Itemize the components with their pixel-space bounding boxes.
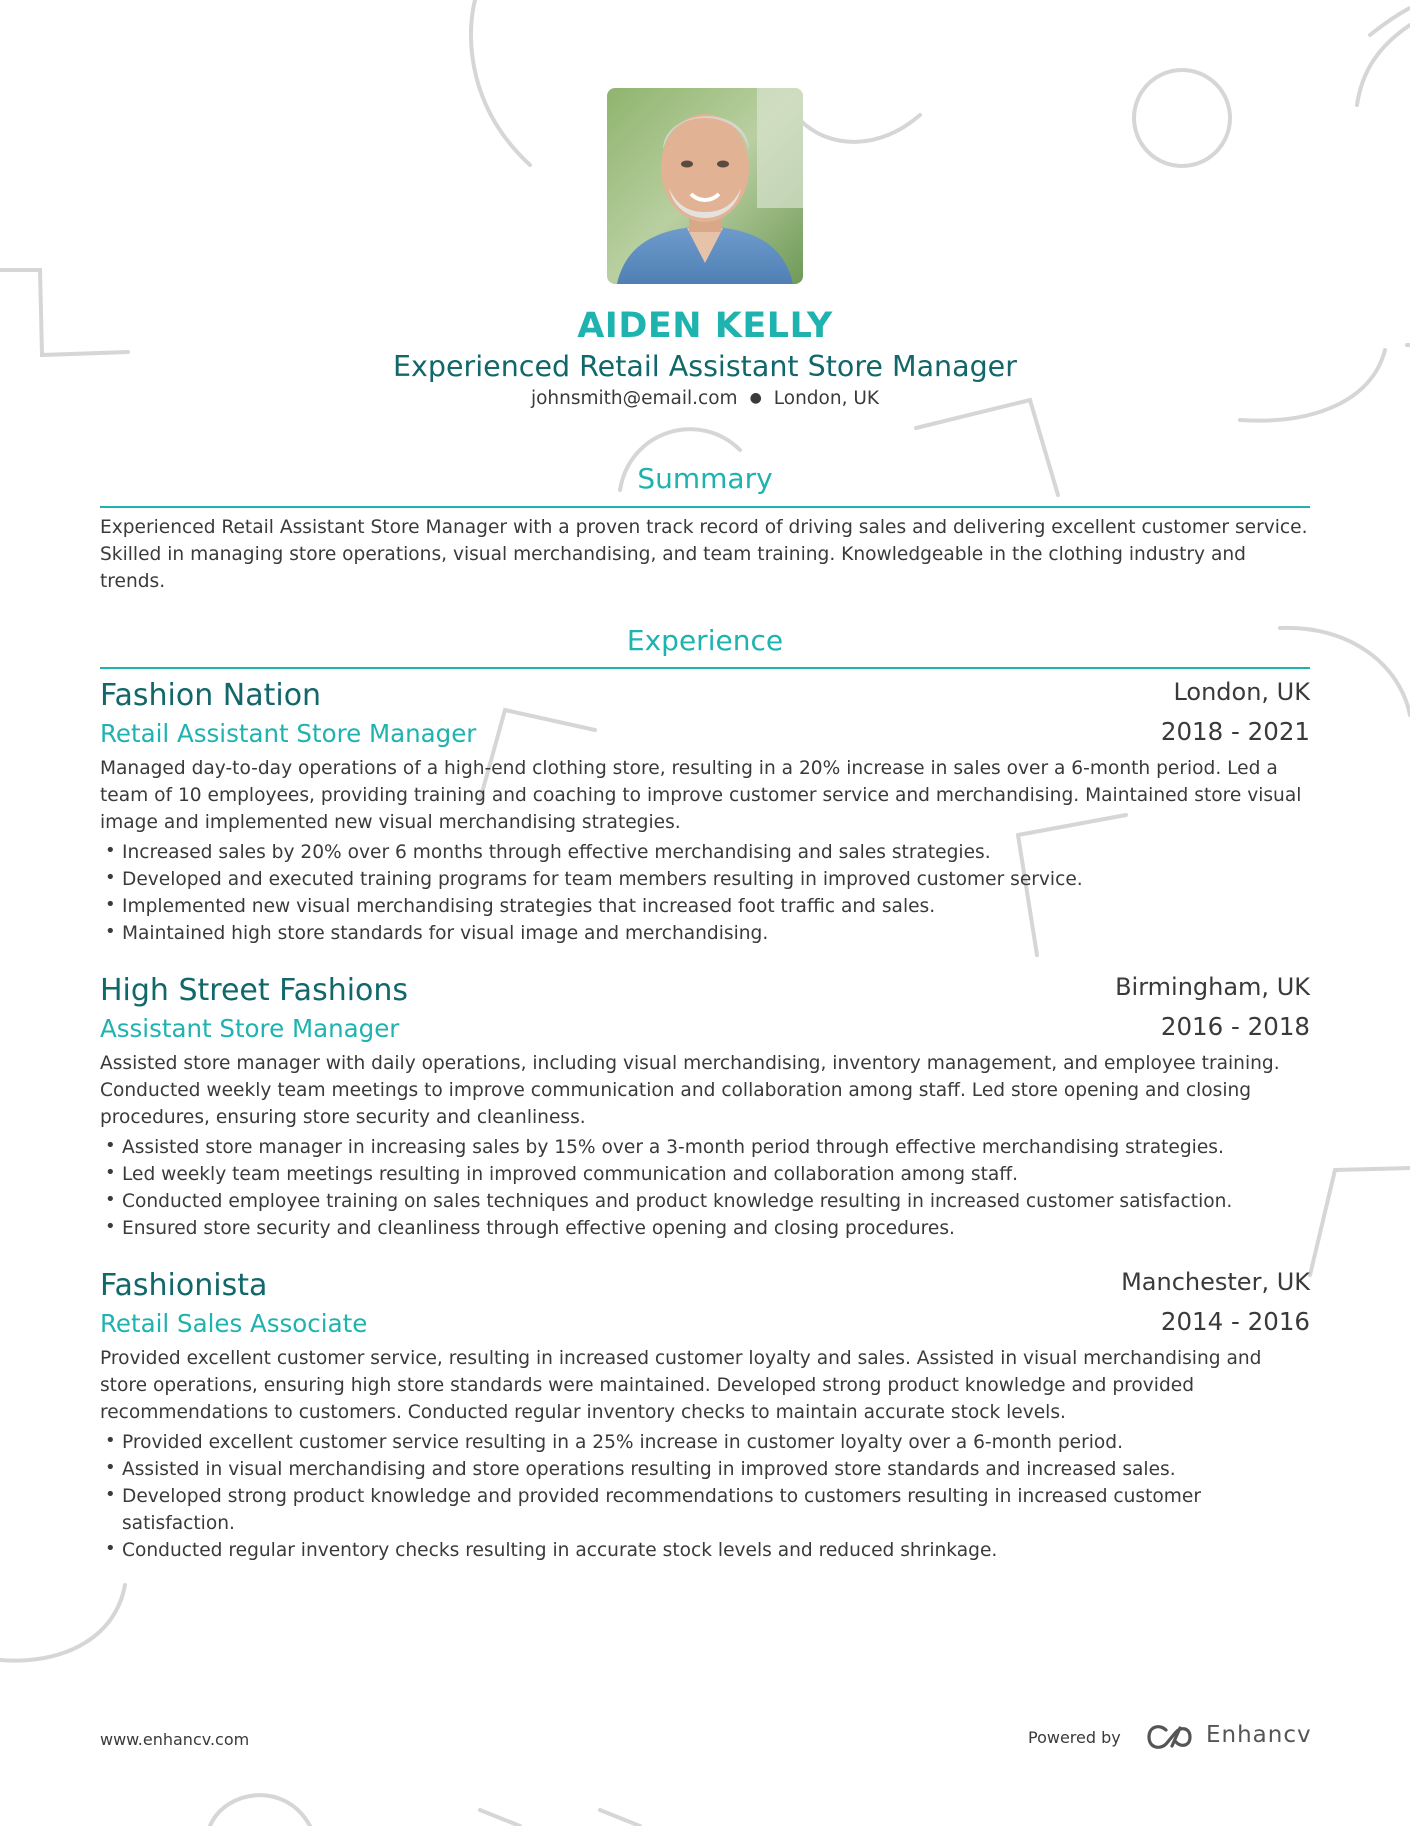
job-role: Retail Assistant Store Manager [100,719,477,748]
achievement-item: • Developed and executed training programs for team members resulting in improved customer service. [100,866,1310,893]
job-role: Retail Sales Associate [100,1309,368,1338]
experience-divider [100,667,1310,669]
achievement-item: • Implemented new visual merchandising strategies that increased foot traffic and sales. [100,893,1310,920]
portrait-image [607,88,803,284]
achievement-item: • Led weekly team meetings resulting in improved communication and collaboration among staff. [100,1161,1310,1188]
job-dates: 2014 - 2016 [1160,1307,1310,1336]
job-achievements [100,1429,1310,1564]
candidate-headline: Experienced Retail Assistant Store Manager [393,350,1017,383]
contact-line [100,388,1310,409]
achievement-item: • Ensured store security and cleanliness through effective opening and closing procedures. [100,1215,1310,1242]
candidate-name: AIDEN KELLY [577,306,833,346]
enhancv-logo-icon [1146,1722,1194,1752]
job-dates: 2016 - 2018 [1160,1012,1310,1041]
job-description: Assisted store manager with daily operations, including visual merchandising, inventory management, and employee training. Conducted weekly team meetings to improve communication and collaboration among staff. Led store opening and closing procedures, ensuring store security and cleanliness. [100,1053,1280,1128]
achievement-item: • Conducted employee training on sales techniques and product knowledge resulting in increased customer satisfaction. [100,1188,1310,1215]
achievement-item: • Increased sales by 20% over 6 months through effective merchandising and sales strategies. [100,839,1310,866]
job-achievements [100,1134,1310,1242]
achievement-item: • Developed strong product knowledge and provided recommendations to customers resulting in increased customer satisfaction. [100,1483,1310,1537]
company-name: Fashionista [100,1268,268,1303]
achievement-item: • Assisted store manager in increasing sales by 15% over a 3-month period through effective merchandising strategies. [100,1134,1310,1161]
job-dates: 2018 - 2021 [1160,717,1310,746]
summary-heading: Summary [637,462,773,495]
summary-divider [100,506,1310,508]
achievement-item: • Conducted regular inventory checks resulting in accurate stock levels and reduced shrinkage. [100,1537,1310,1564]
summary-text: Experienced Retail Assistant Store Manager with a proven track record of driving sales and delivering excellent customer service. Skilled in managing store operations, visual merchandising, and team training. Knowledgeable in the clothing industry and trends. [100,517,1308,592]
separator-dot: ● [749,390,762,406]
job-description: Managed day-to-day operations of a high-end clothing store, resulting in a 20% increase in sales over a 6-month period. Led a team of 10 employees, providing training and coaching to improve customer service and merchandising. Maintained store visual image and implemented new visual merchandising strategies. [100,758,1302,833]
profile-photo [607,88,803,284]
achievement-item: • Assisted in visual merchandising and store operations resulting in improved store standards and increased sales. [100,1456,1310,1483]
job-achievements [100,839,1310,947]
location-text: London, UK [773,388,880,409]
achievement-item: • Maintained high store standards for visual image and merchandising. [100,920,1310,947]
job-location: Birmingham, UK [1115,973,1310,1001]
achievement-item: • Provided excellent customer service resulting in a 25% increase in customer loyalty over a 6-month period. [100,1429,1310,1456]
job-location: London, UK [1173,678,1310,706]
email-link[interactable]: johnsmith@email.com [530,388,738,409]
experience-heading: Experience [626,624,784,657]
company-name: High Street Fashions [100,973,409,1008]
footer-website-link[interactable]: www.enhancv.com [100,1730,250,1749]
enhancv-brand-name: Enhancv [1206,1722,1312,1748]
company-name: Fashion Nation [100,678,322,713]
job-role: Assistant Store Manager [100,1014,400,1043]
job-location: Manchester, UK [1121,1268,1310,1296]
powered-by-label: Powered by [1028,1728,1121,1747]
job-description: Provided excellent customer service, resulting in increased customer loyalty and sales. Assisted in visual merchandising and store operations, ensuring high store standards were maintained. Developed strong product knowledge and provided recommendations to customers. Conducted regular inventory checks to maintain accurate stock levels. [100,1348,1262,1423]
